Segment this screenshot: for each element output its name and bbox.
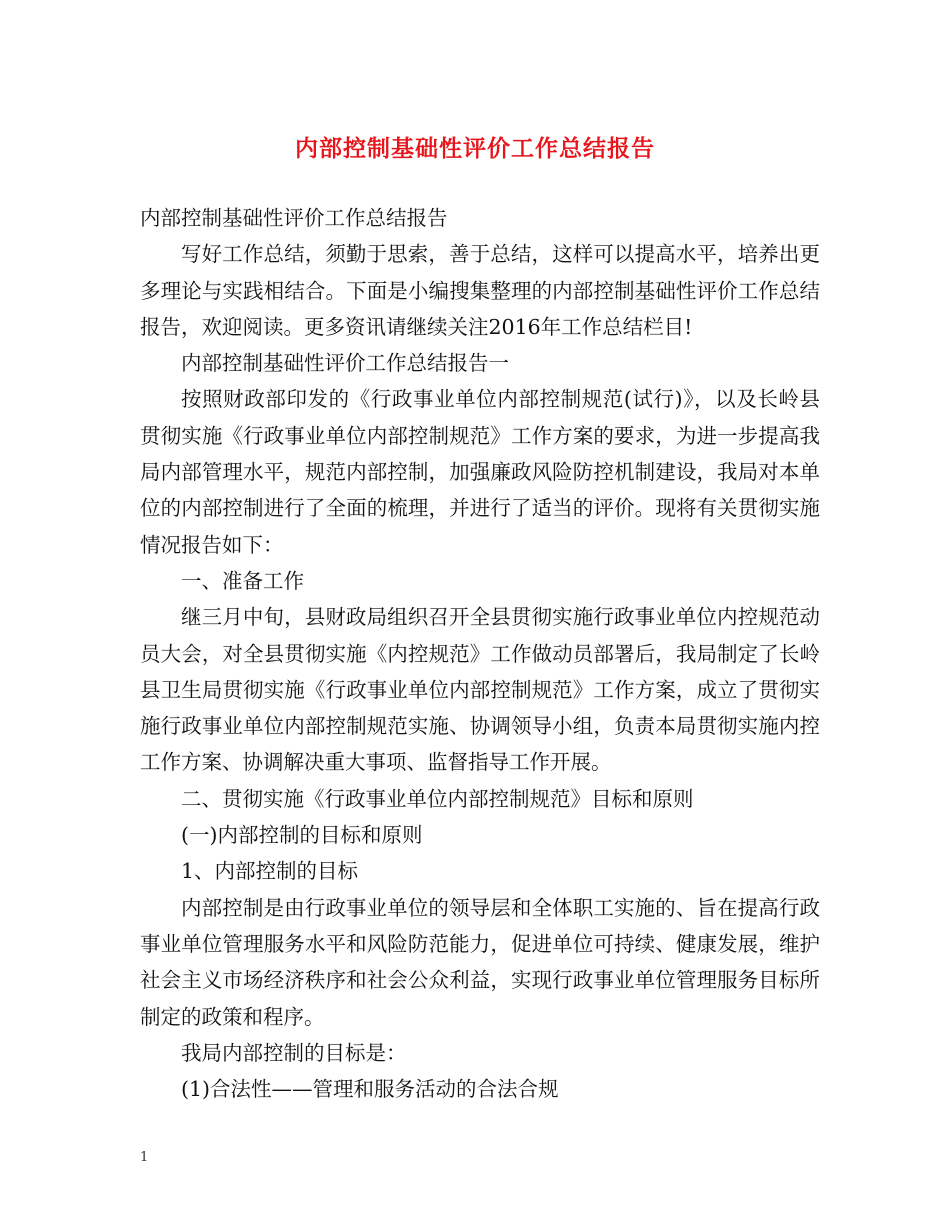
section-heading-goals: 二、贯彻实施《行政事业单位内部控制规范》目标和原则 <box>181 786 694 811</box>
paragraph-preparation: 继三月中旬，县财政局组织召开全县贯彻实施行政事业单位内控规范动员大会，对全县贯彻实施《内控规范》工作做动员部署后，我局制定了长岭县卫生局贯彻实施《行政事业单位内部控制规范》工作方案，成立了贯彻实施行政事业单位内部控制规范实施、协调领导小组，负责本局贯彻实施内控工作方案、协调解决重大事项、监督指导工作开展。 <box>140 605 820 775</box>
list-item-legality: (1)合法性——管理和服务活动的合法合规 <box>181 1077 559 1102</box>
item-heading: 1、内部控制的目标 <box>181 859 359 884</box>
page-number: 1 <box>140 1150 149 1165</box>
body-heading: 内部控制基础性评价工作总结报告 <box>140 206 448 230</box>
report-subtitle: 内部控制基础性评价工作总结报告一 <box>181 351 509 376</box>
paragraph-goals-intro: 我局内部控制的目标是： <box>181 1040 407 1065</box>
section-heading-preparation: 一、准备工作 <box>181 568 304 593</box>
paragraph-definition: 内部控制是由行政事业单位的领导层和全体职工实施的、旨在提高行政事业单位管理服务水平和风险防范能力，促进单位可持续、健康发展，维护社会主义市场经济秩序和社会公众利益，实现行政事业单位管理服务目标所制定的政策和程序。 <box>140 895 820 1029</box>
document-body <box>140 200 820 1107</box>
paragraph-background: 按照财政部印发的《行政事业单位内部控制规范(试行)》，以及长岭县贯彻实施《行政事业单位内部控制规范》工作方案的要求，为进一步提高我局内部管理水平，规范内部控制，加强廉政风险防控机制建设，我局对本单位的内部控制进行了全面的梳理，并进行了适当的评价。现将有关贯彻实施情况报告如下： <box>140 387 820 557</box>
paragraph-intro: 写好工作总结，须勤于思索，善于总结，这样可以提高水平，培养出更多理论与实践相结合。下面是小编搜集整理的内部控制基础性评价工作总结报告，欢迎阅读。更多资讯请继续关注2016年工作总结栏目! <box>140 242 820 339</box>
document-title: 内部控制基础性评价工作总结报告 <box>295 136 655 162</box>
subsection-heading: (一)内部控制的目标和原则 <box>181 823 423 848</box>
